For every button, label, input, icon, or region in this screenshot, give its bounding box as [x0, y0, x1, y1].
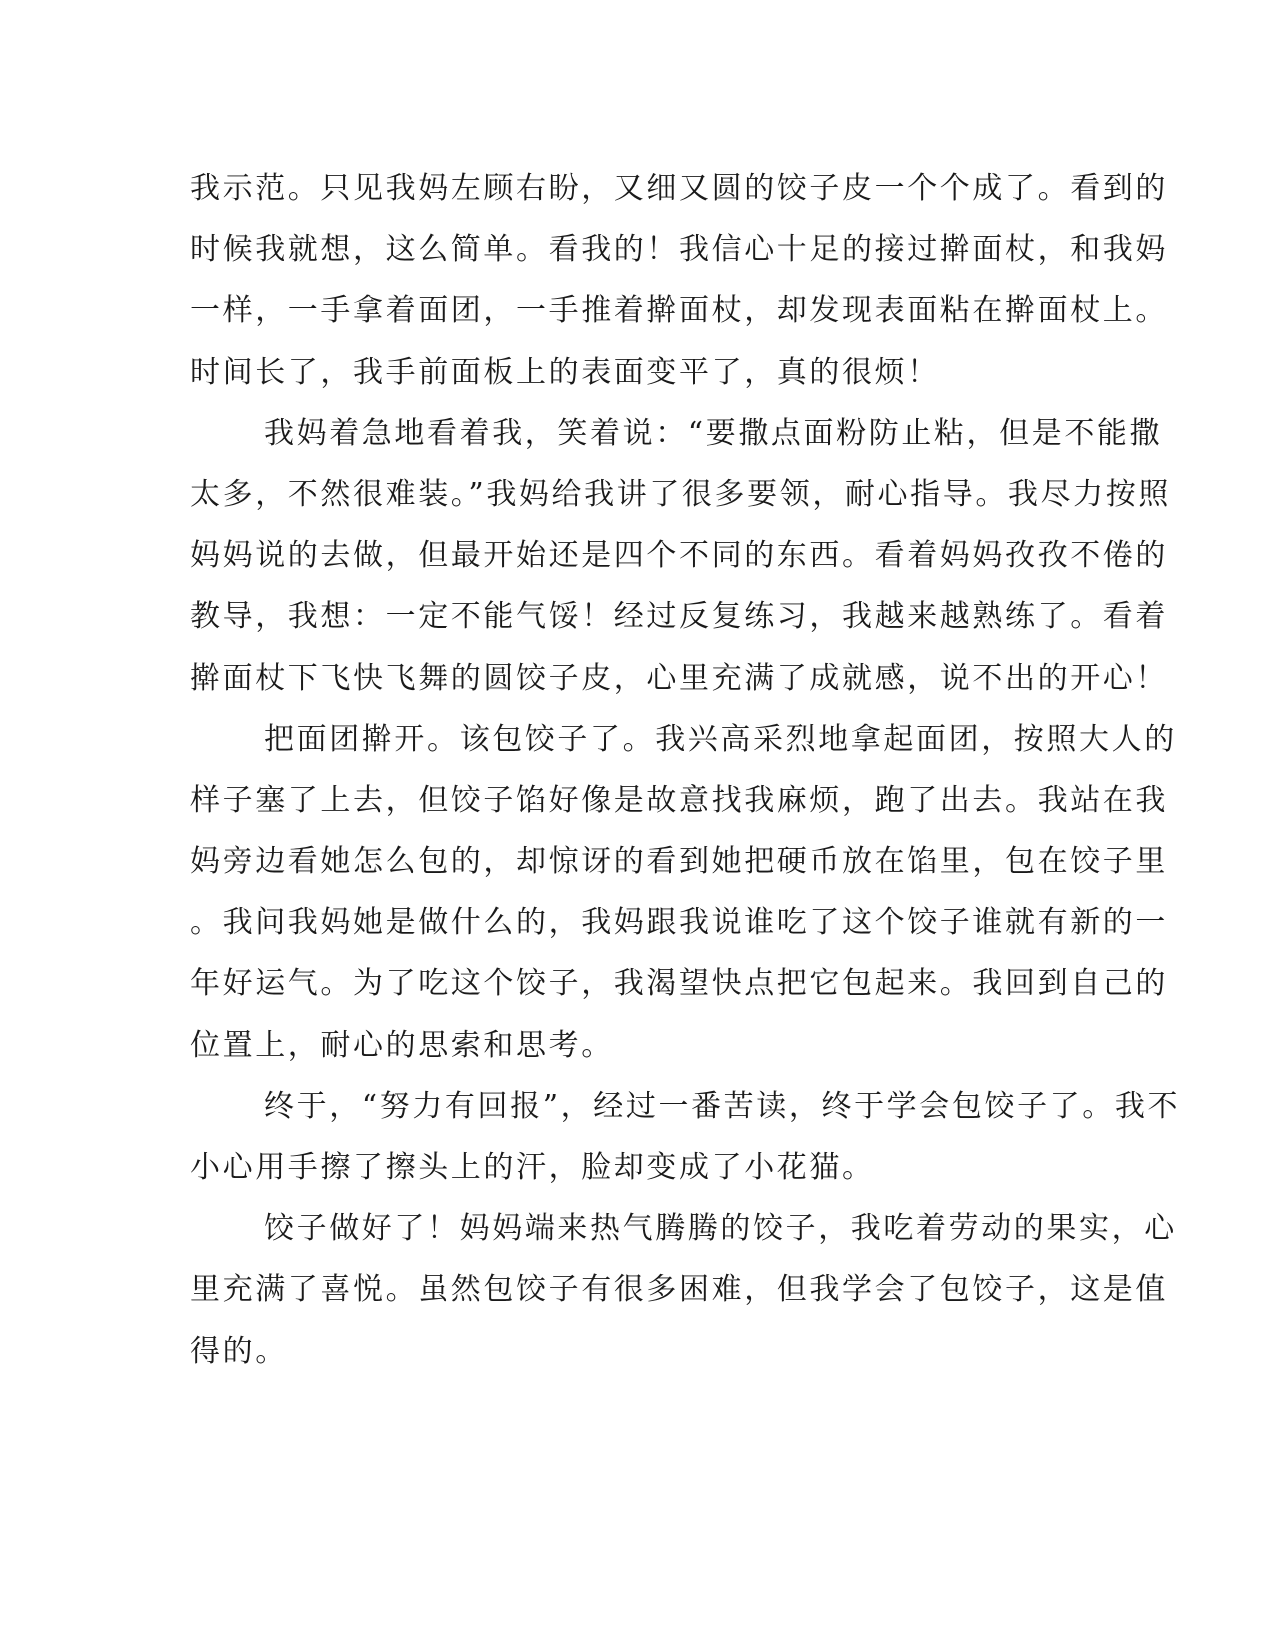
paragraph-3 — [190, 709, 1177, 1076]
text-line: 位置上，耐心的思索和思考。 — [190, 1027, 614, 1063]
document-body — [190, 158, 1181, 1382]
paragraph-2 — [190, 403, 1171, 709]
text-line: 里充满了喜悦。虽然包饺子有很多困难，但我学会了包饺子，这是值 — [190, 1272, 1168, 1308]
text-line: 我示范。只见我妈左顾右盼，又细又圆的饺子皮一个个成了。看到的 — [190, 171, 1168, 206]
paragraph-4 — [190, 1076, 1181, 1198]
text-line: 样子塞了上去，但饺子馅好像是故意找我麻烦，跑了出去。我站在我 — [190, 782, 1168, 818]
text-line: 擀面杖下飞快飞舞的圆饺子皮，心里充满了成就感，说不出的开心！ — [190, 660, 1168, 696]
text-line: 终于，“努力有回报”，经过一番苦读，终于学会包饺子了。我不 — [264, 1088, 1181, 1124]
text-line: 把面团擀开。该包饺子了。我兴高采烈地拿起面团，按照大人的 — [264, 721, 1177, 757]
text-line: 时间长了，我手前面板上的表面变平了，真的很烦！ — [190, 354, 940, 390]
paragraph-5 — [190, 1198, 1177, 1382]
text-line: 饺子做好了！妈妈端来热气腾腾的饺子，我吃着劳动的果实，心 — [264, 1211, 1177, 1247]
text-line: 时候我就想，这么简单。看我的！我信心十足的接过擀面杖，和我妈 — [190, 232, 1168, 268]
text-line: 。我问我妈她是做什么的，我妈跟我说谁吃了这个饺子谁就有新的一 — [190, 905, 1168, 941]
text-line: 得的。 — [190, 1333, 288, 1369]
paragraph-1 — [190, 158, 1168, 403]
text-line: 我妈着急地看着我，笑着说：“要撒点面粉防止粘，但是不能撒 — [264, 415, 1163, 451]
text-line: 小心用手擦了擦头上的汗，脸却变成了小花猫。 — [190, 1150, 875, 1185]
text-line: 妈妈说的去做，但最开始还是四个不同的东西。看着妈妈孜孜不倦的 — [190, 538, 1168, 574]
text-line: 年好运气。为了吃这个饺子，我渴望快点把它包起来。我回到自己的 — [190, 966, 1168, 1002]
text-line: 太多，不然很难装。”我妈给我讲了很多要领，耐心指导。我尽力按照 — [190, 476, 1171, 512]
text-line: 教导，我想：一定不能气馁！经过反复练习，我越来越熟练了。看着 — [190, 599, 1168, 635]
text-line: 一样，一手拿着面团，一手推着擀面杖，却发现表面粘在擀面杖上。 — [190, 293, 1168, 329]
text-line: 妈旁边看她怎么包的，却惊讶的看到她把硬币放在馅里，包在饺子里 — [190, 844, 1168, 880]
